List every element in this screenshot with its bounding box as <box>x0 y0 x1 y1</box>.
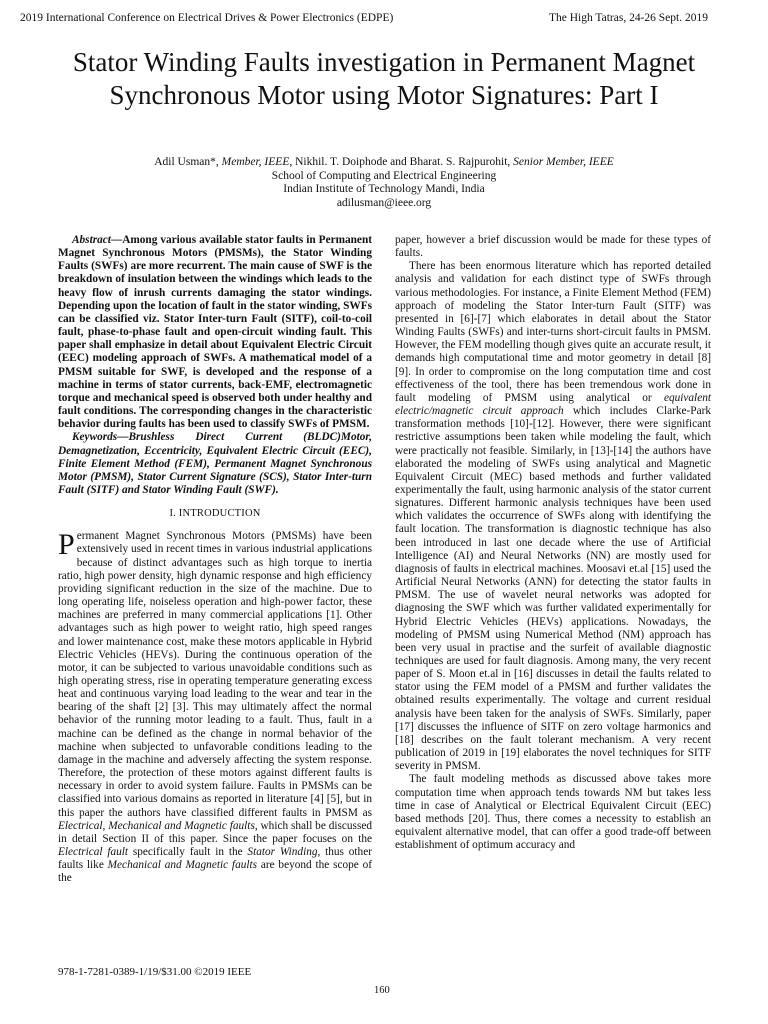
right-italic-1: equivalent electric/magnetic circuit approach <box>395 391 711 418</box>
abstract-label: Abstract <box>72 234 111 246</box>
affiliation-institute: Indian Institute of Technology Mandi, India <box>283 183 485 195</box>
intro-paragraph <box>58 530 372 885</box>
page-number: 160 <box>374 985 390 996</box>
intro-text-1: ermanent Magnet Synchronous Motors (PMSMs) have been extensively used in recent times in various industrial applications because of distinct advantages such as high torque to inertia ratio, high power density, high dynamic response and high efficiency providing significant reduction in the size of the machine. Due to long operating life, noiseless operation and high-power factor, these machines are preferred in many commercial applications [1]. Other advantages such as high power to weight ratio, high speed ranges and lower maintenance cost, make these motors applicable in Hybrid Electric Vehicles (HEVs). During the continuous operation of the motor, it can be subjected to various unavoidable conditions such as high operating stress, rise in operating temperature generating excess heat and continuous varying load leading to the wear and tear in the bearing of the shaft [2] [3]. This may ultimately affect the normal behavior of the running motor leading to a fault. Thus, fault in a machine can be defined as the change in normal behavior of the machine when subjected to unfavorable conditions leading to the damage in the machine and adversely affecting the system response. Therefore, the protection of these motors against different faults is necessary in order to avoid system failure. Faults in PMSMs can be classified into various domains as reported in literature [4] [5], but in this paper the authors have classified different faults in PMSM as <box>58 530 372 819</box>
author-names-2: , Nikhil. T. Doiphode and Bharat. S. Rajpurohit, <box>289 156 514 168</box>
intro-italic-4: Mechanical and Magnetic faults <box>107 859 258 872</box>
author-block <box>40 156 728 210</box>
author-name-1: Adil Usman*, <box>154 156 222 168</box>
location-date-header: The High Tatras, 24-26 Sept. 2019 <box>548 12 708 24</box>
intro-text-2: , which shall be discussed in detail Section II of this paper. Since the paper focuses on the <box>58 819 373 845</box>
intro-text-5: are beyond the scope of the <box>58 859 372 885</box>
right-text-1a: There has been enormous literature which has reported detailed analysis and validation for each distinct type of SWFs through various methodologies. For instance, a Finite Element Method (FEM) approach of modeling the Stator Inter-turn Fault (SITF) was presented in [6]-[7] which elaborates in detail about the Stator Winding Faults (SWFs) and inter-turns short-circuit faults in PMSM. However, the FEM modelling though gives quite an accurate result, it demands high computational time and motor geometry in detail [8] [9]. In order to compromise on the long computation time and cost effectiveness of the tool, there has been tremendous work done in fault modeling of PMSM using analytical or <box>395 260 711 404</box>
author-email: adilusman@ieee.org <box>336 196 432 209</box>
intro-italic-2: Electrical fault <box>58 846 129 859</box>
right-paragraph-1 <box>395 260 711 773</box>
keywords-label: Keywords <box>72 431 118 444</box>
abstract-text: —Among various available stator faults in Permanent Magnet Synchronous Motors (PMSMs), the Stator Winding Faults (SWFs) are more recurrent. The main cause of SWF is the breakdown of insulation between the windings which leads to the heavy flow of inrush currents damaging the stator windings. Depending upon the location of fault in the stator winding, SWFs can be classified viz. Stator Inter-turn Fault (SITF), coil-to-coil fault, phase-to-phase fault and open-circuit winding fault. This paper shall emphasize in detail about Equivalent Electric Circuit (EEC) modeling approach of SWFs. A mathematical model of a PMSM suitable for SWF, is developed and the response of a machine in terms of stator currents, back-EMF, electromagnetic torque and mechanical speed is observed both under healthy and fault conditions. The corresponding changes in the characteristic behavior during faults has been used to classify SWFs of PMSM. <box>58 234 372 431</box>
keywords <box>58 431 372 497</box>
right-text-1b: which includes Clarke-Park transformation methods [10]-[12]. However, there were significant restrictive assumptions been taken while modeling the fault, which were practically not feasible. Similarly, in [13]-[14] the authors have elaborated the modeling of SWFs using analytical and Magnetic Equivalent Circuit (MEC) based methods and further validated experimentally the fault, using harmonic analysis of the stator current signatures. Different harmonic analysis techniques have been used which validates the occurrence of SWFs along with identifying the fault location. The transformation is diagnostic technique has also been introduced in last one decade where the use of Artificial Intelligence (AI) and Neural Networks (NN) are mostly used for diagnosis of faults in electrical machines. Moosavi et.al [15] used the Artificial Neural Networks (ANN) for detecting the stator faults in PMSM. The use of wavelet neural networks was adopted for diagnosing the SWF which was further validated experimentally for Hybrid Electric Vehicles (HEVs) applications. Nowadays, the modeling of PMSM using Numerical Method (NM) approach has been very usual in practise and the surfeit of available diagnostic techniques are used for fault diagnosis. Among many, the very recent paper of S. Moon et.al in [16] discusses in detail the faults related to stator using the FEM model of a PMSM and further validates the obtained results experimentally. The voltage and current residual analysis have been taken for the analysis of SWFs. Similarly, paper [17] discusses the influence of SITF on zero voltage harmonics and [18] describes on the fault tolerant mechanism. A very recent publication of 2019 in [19] elaborates the novel techniques for SITF severity in PMSM. <box>395 405 711 773</box>
abstract <box>58 234 372 431</box>
intro-text-3: specifically fault in the <box>128 846 248 859</box>
isbn-footer: 978-1-7281-0389-1/19/$31.00 ©2019 IEEE <box>58 966 252 978</box>
conference-header: 2019 International Conference on Electrical Drives & Power Electronics (EDPE) <box>20 12 394 24</box>
intro-italic-3: Stator Winding <box>247 846 318 859</box>
intro-text-4: , thus other faults like <box>58 846 372 872</box>
intro-italic-1: Electrical, Mechanical and Magnetic faults <box>58 819 255 832</box>
author-role-3: Senior Member, IEEE <box>513 156 614 168</box>
right-column <box>395 234 711 852</box>
drop-cap: P <box>58 528 75 562</box>
section-heading-introduction: I. INTRODUCTION <box>169 508 261 520</box>
author-line <box>40 156 728 170</box>
keywords-text: —Brushless Direct Current (BLDC)Motor, Demagnetization, Eccentricity, Equivalent Electric Circuit (EEC), Finite Element Method (FEM), Permanent Magnet Synchronous Motor (PMSM), Stator Current Signature (SCS), Stator Inter-turn Fault (SITF) and Stator Winding Fault (SWF). <box>58 431 372 496</box>
paper-title: Stator Winding Faults investigation in Permanent Magnet Synchronous Motor using Motor Signatures: Part I <box>72 47 696 110</box>
right-paragraph-2: The fault modeling methods as discussed above takes more computation time when approach tends towards NM but takes less time in case of Analytical or Electrical Equivalent Circuit (EEC) based methods [20]. Thus, there comes a necessity to establish an equivalent alternative model, that can offer a good trade-off between establishment of optimum accuracy and <box>395 773 711 852</box>
right-paragraph-0: paper, however a brief discussion would be made for these types of faults. <box>395 234 711 260</box>
author-role-1: Member, IEEE <box>221 156 290 168</box>
left-column <box>58 234 372 886</box>
affiliation-school: School of Computing and Electrical Engineering <box>271 169 497 182</box>
